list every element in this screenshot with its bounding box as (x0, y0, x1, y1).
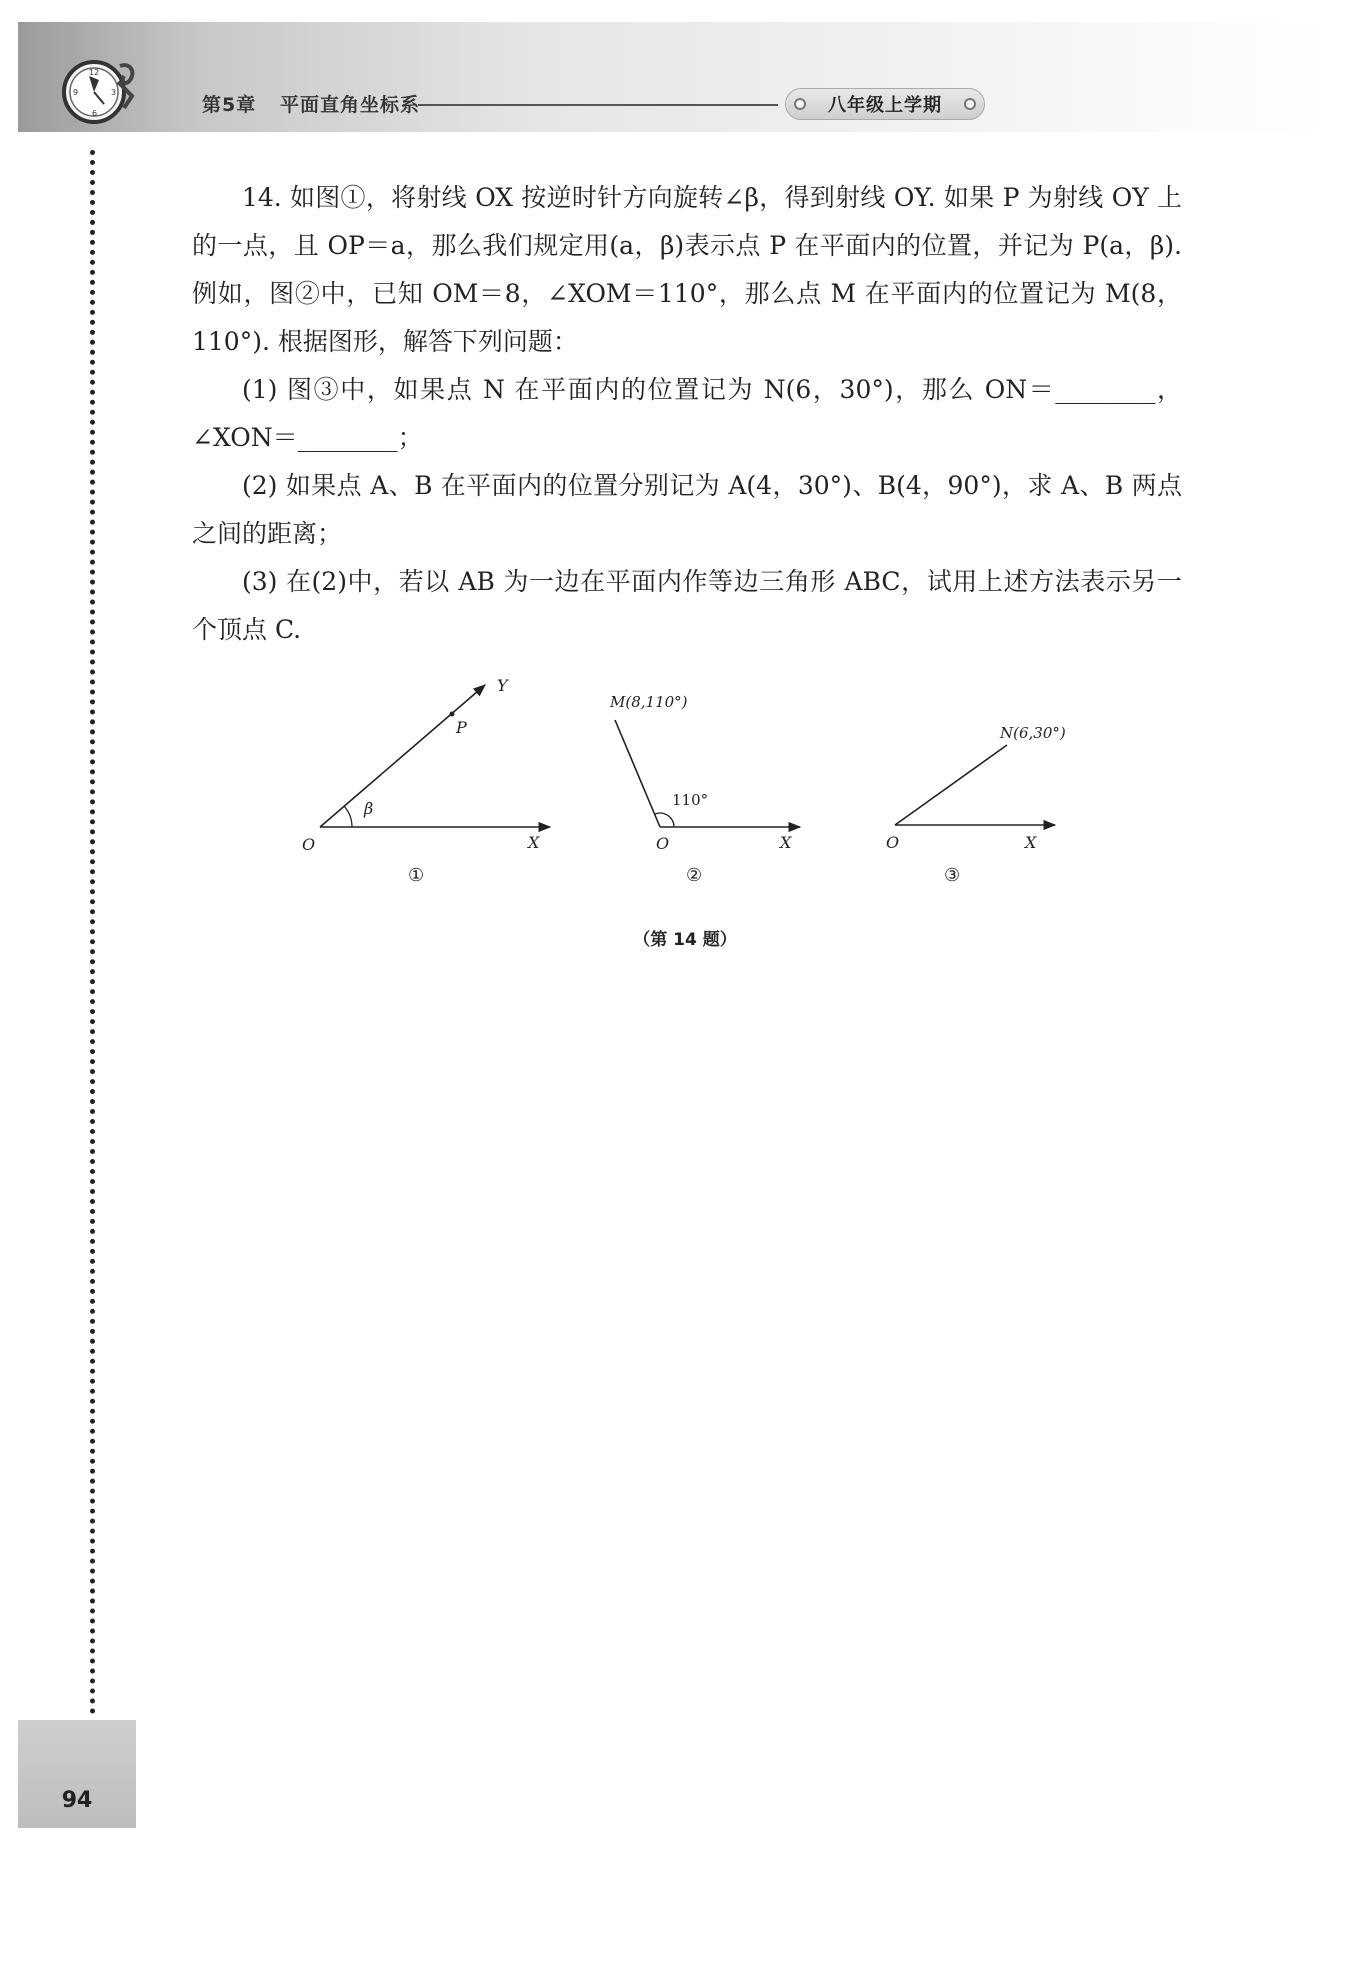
fig1-point-label: P (456, 718, 467, 737)
fig3-point-label: N(6,30°) (1000, 724, 1066, 742)
fig2-segment-om (615, 720, 660, 827)
fig2-x-label: X (780, 833, 792, 852)
page-number: 94 (61, 1788, 93, 1813)
problem-part-1: (1) 图③中，如果点 N 在平面内的位置记为 N(6，30°)，那么 ON＝________，∠XON＝________； (192, 375, 1182, 452)
header-rule (418, 104, 778, 106)
badge-dot-left-icon (794, 98, 806, 110)
fig2-origin-label: O (656, 834, 670, 853)
grade-badge (785, 88, 985, 120)
fig3-number: ③ (944, 865, 961, 886)
fig1-point-p (450, 712, 455, 717)
problem-part-3: (3) 在(2)中，若以 AB 为一边在平面内作等边三角形 ABC，试用上述方法表示另一个顶点 C. (192, 567, 1182, 644)
fig1-angle-arc (344, 806, 352, 827)
svg-text:6: 6 (92, 109, 98, 118)
figure-1 (302, 676, 550, 886)
fig2-angle-label: 110° (672, 791, 709, 809)
figure-3 (886, 724, 1066, 886)
problem-figures (280, 665, 1100, 915)
fig1-ray-oy (320, 685, 485, 827)
chapter-label: 第5章 (202, 94, 257, 116)
fig3-x-label: X (1025, 833, 1037, 852)
svg-text:12: 12 (89, 68, 100, 77)
fig1-angle-label: β (364, 799, 374, 818)
problem-part-2: (2) 如果点 A、B 在平面内的位置分别记为 A(4，30°)、B(4，90°)，求 A、B 两点之间的距离； (192, 471, 1182, 548)
page-number-box (18, 1720, 136, 1828)
fig2-number: ② (686, 865, 703, 886)
fig1-x-label: X (528, 833, 540, 852)
fig3-origin-label: O (886, 833, 900, 852)
figure-caption: （第 14 题） (633, 930, 737, 950)
problem-intro: 14. 如图①，将射线 OX 按逆时针方向旋转∠β，得到射线 OY. 如果 P 为射线 OY 上的一点，且 OP＝a，那么我们规定用(a，β)表示点 P 在平面内的位置，并记为 P(a，β). 例如，图②中，已知 OM＝8，∠XOM＝110°，那么点 M 在平面内的位置记为 M(8，110°). 根据图形，解答下列问题： (192, 183, 1182, 356)
badge-dot-right-icon (964, 98, 976, 110)
fig1-y-label: Y (497, 676, 508, 695)
fig3-segment-on (895, 745, 1007, 825)
fig1-origin-label: O (302, 835, 316, 854)
problem-14 (192, 174, 1182, 654)
fig2-point-label: M(8,110°) (610, 693, 688, 711)
svg-text:9: 9 (73, 88, 79, 97)
figure-2 (609, 693, 800, 886)
fig1-number: ① (408, 865, 425, 886)
clock-runner-emblem-icon (58, 52, 138, 132)
svg-text:3: 3 (111, 88, 117, 97)
grade-text: 八年级上学期 (828, 95, 942, 116)
chapter-title: 平面直角坐标系 (280, 94, 421, 116)
